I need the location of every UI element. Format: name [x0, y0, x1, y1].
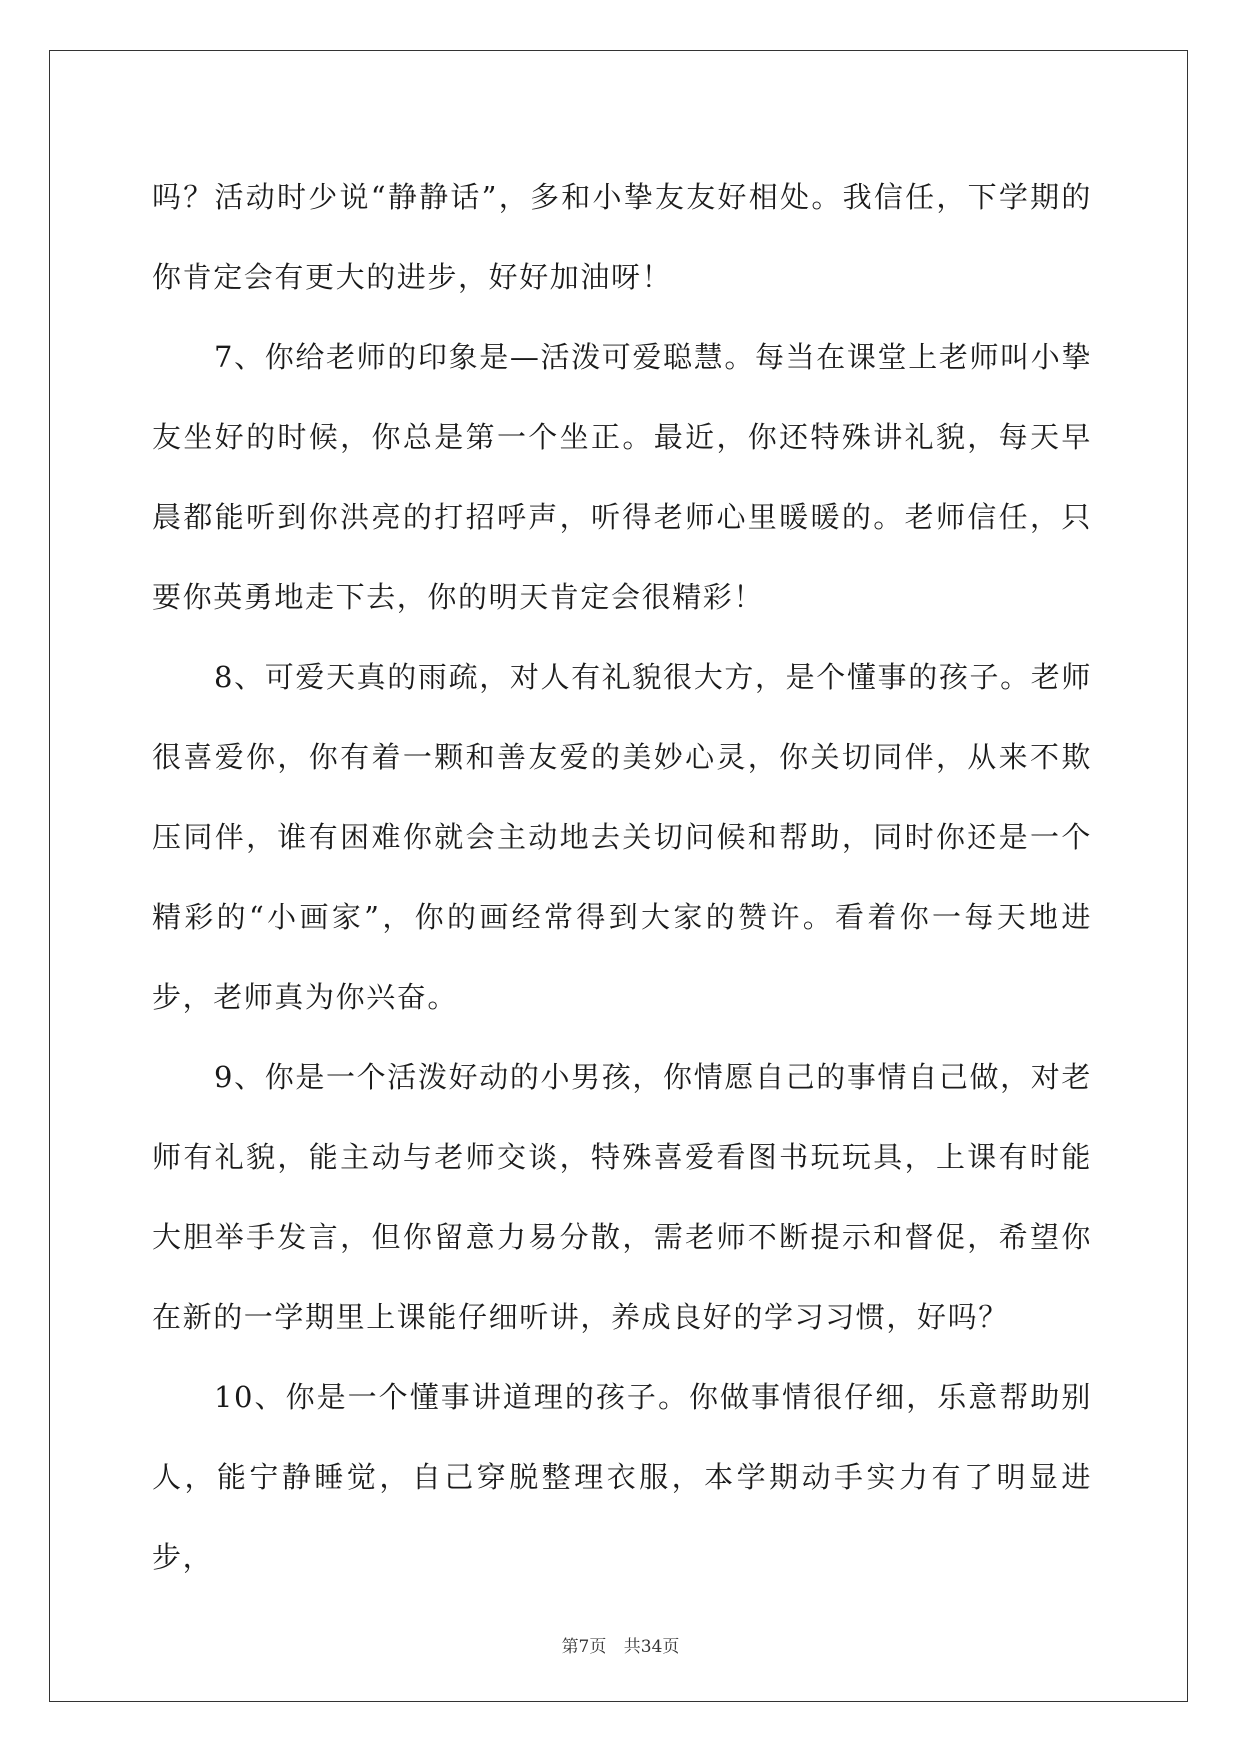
paragraph-continuation: 吗？活动时少说“静静话”，多和小挚友友好相处。我信任，下学期的你肯定会有更大的进步，好好加油呀！ [152, 180, 1092, 294]
paragraph-item-9: 9、你是一个活泼好动的小男孩，你情愿自己的事情自己做，对老师有礼貌，能主动与老师交谈，特殊喜爱看图书玩玩具，上课有时能大胆举手发言，但你留意力易分散，需老师不断提示和督促，希望你在新的一学期里上课能仔细听讲，养成良好的学习习惯，好吗？ [152, 1060, 1092, 1334]
paragraph-item-10: 10、你是一个懂事讲道理的孩子。你做事情很仔细，乐意帮助别人，能宁静睡觉，自己穿脱整理衣服，本学期动手实力有了明显进步， [152, 1380, 1092, 1574]
page-total: 共34页 [623, 1637, 680, 1657]
paragraph-item-7: 7、你给老师的印象是—活泼可爱聪慧。每当在课堂上老师叫小挚友坐好的时候，你总是第一个坐正。最近，你还特殊讲礼貌，每天早晨都能听到你洪亮的打招呼声，听得老师心里暖暖的。老师信任，只要你英勇地走下去，你的明天肯定会很精彩！ [152, 340, 1092, 614]
document-body [152, 157, 1092, 1597]
paragraph-item-8: 8、可爱天真的雨疏，对人有礼貌很大方，是个懂事的孩子。老师很喜爱你，你有着一颗和善友爱的美妙心灵，你关切同伴，从来不欺压同伴，谁有困难你就会主动地去关切问候和帮助，同时你还是一个精彩的“小画家”，你的画经常得到大家的赞许。看着你一每天地进步，老师真为你兴奋。 [152, 660, 1092, 1014]
page-number: 第7页 [561, 1637, 607, 1657]
page-footer [0, 1632, 1241, 1657]
